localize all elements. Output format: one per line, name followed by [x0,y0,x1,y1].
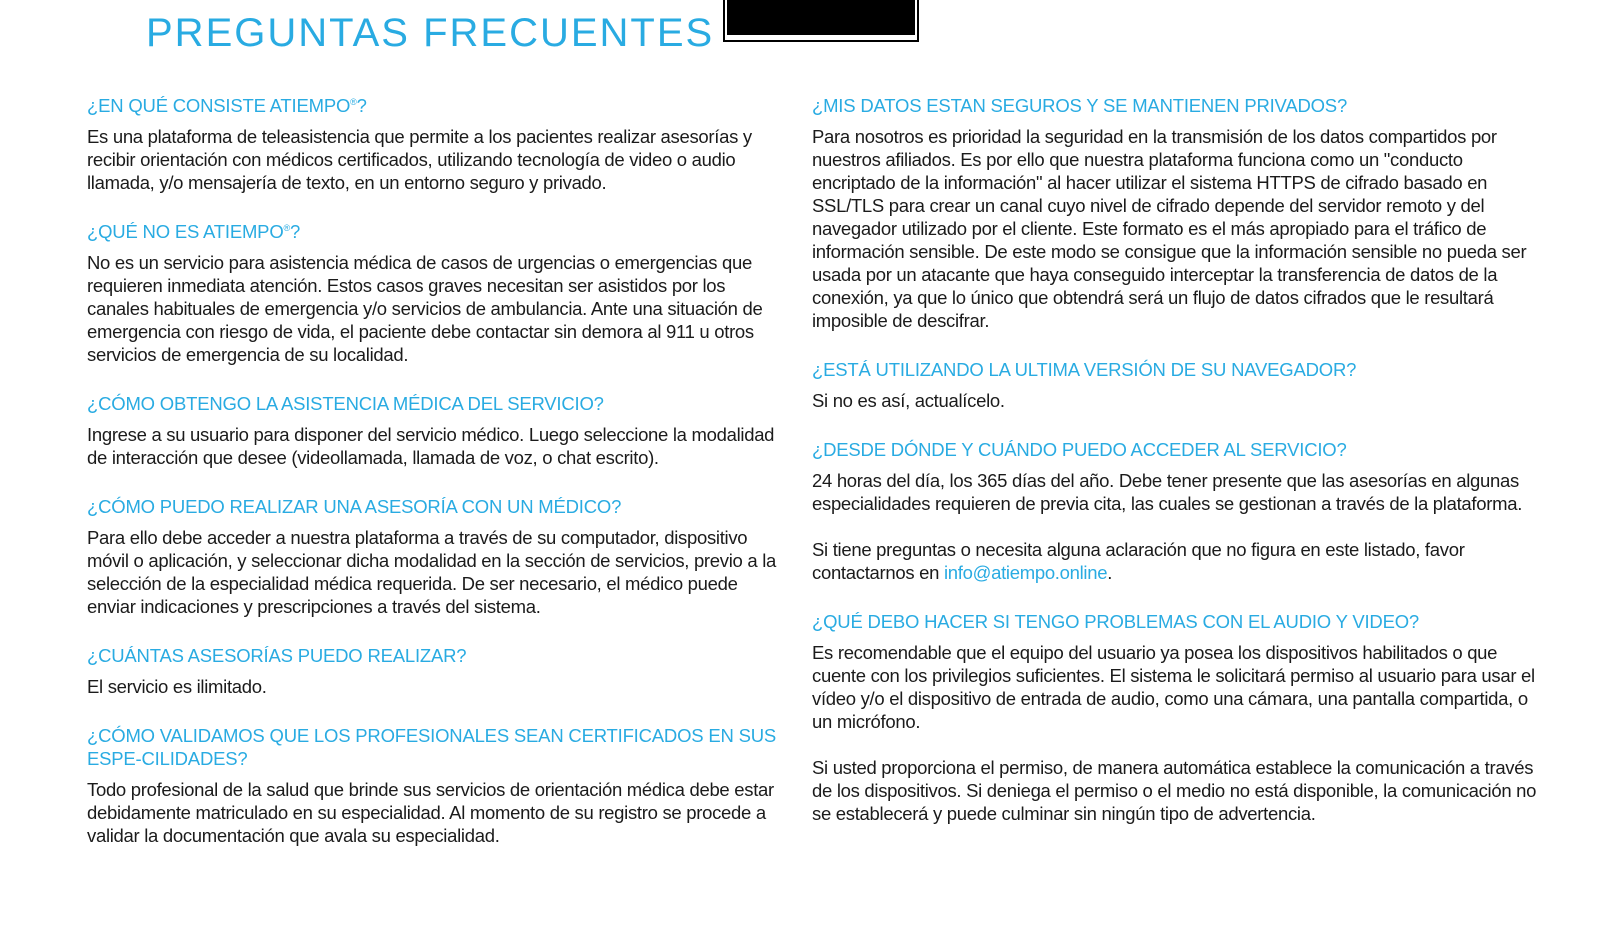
faq-item-cuantas-asesorias [87,644,787,698]
faq-item-como-obtengo-asistencia [87,392,787,469]
faq-column-right [812,94,1542,873]
faq-answer: Para nosotros es prioridad la seguridad en la transmisión de los datos compartidos por nuestros afiliados. Es por ello que nuestra plataforma funciona como un "conducto encriptado de la información" al hacer utilizar el sistema HTTPS de cifrado basado en SSL/TLS para crear un canal cuyo nivel de cifrado depende del servidor remoto y del navegador utilizado por el cliente. Este formato es el más apropiado para el tráfico de información sensible. De este modo se consigue que la información sensible no pueda ser usada por un atacante que haya conseguido interceptar la transferencia de datos de la conexión, ya que lo único que obtendrá será un flujo de datos cifrados que le resultará imposible de descifrar. [812,126,1527,331]
faq-item-datos-seguros [812,94,1542,332]
registered-mark: ® [283,222,290,233]
faq-question: ¿DESDE DÓNDE Y CUÁNDO PUEDO ACCEDER AL SERVICIO? [812,439,1347,460]
faq-answer: Todo profesional de la salud que brinde sus servicios de orientación médica debe estar debidamente matriculado en su especialidad. Al momento de su registro se procede a validar la documentación que avala su especialidad. [87,779,774,846]
faq-answer: Es recomendable que el equipo del usuario ya posea los dispositivos habilitados o que cuente con los privilegios suficientes. El sistema le solicitará permiso al usuario para usar el vídeo y/o el dispositivo de entrada de audio, como una cámara, una pantalla compartida, o un micrófono. [812,642,1535,732]
faq-item-version-navegador [812,358,1542,412]
redacted-logo-box [723,0,919,42]
page-title: PREGUNTAS FRECUENTES [146,11,715,55]
faq-question: ¿QUÉ DEBO HACER SI TENGO PROBLEMAS CON EL AUDIO Y VIDEO? [812,611,1419,632]
faq-item-en-que-consiste [87,94,787,194]
faq-item-acceso-servicio [812,438,1542,584]
faq-question [87,94,787,117]
faq-question: ¿ESTÁ UTILIZANDO LA ULTIMA VERSIÓN DE SU NAVEGADOR? [812,359,1357,380]
faq-question: ¿CÓMO OBTENGO LA ASISTENCIA MÉDICA DEL SERVICIO? [87,393,604,414]
email-link[interactable]: info@atiempo.online [943,562,1108,583]
faq-answer: Si usted proporciona el permiso, de manera automática establece la comunicación a través de los dispositivos. Si deniega el permiso o el medio no está disponible, la comunicación no se establecerá y puede culminar sin ningún tipo de advertencia. [812,757,1537,824]
faq-item-que-no-es [87,220,787,366]
question-mark: ? [289,221,301,242]
faq-answer: 24 horas del día, los 365 días del año. Debe tener presente que las asesorías en algunas especialidades requieren de previa cita, las cuales se gestionan a través de la plataforma. [812,470,1523,514]
contact-text: Si tiene preguntas o necesita alguna aclaración que no figura en este listado, favor contactarnos en [812,539,1465,583]
faq-column-left [87,94,787,873]
question-mark: ? [356,95,367,116]
faq-answer: El servicio es ilimitado. [87,676,267,697]
faq-content [87,94,1542,873]
faq-question: ¿CUÁNTAS ASESORÍAS PUEDO REALIZAR? [87,645,467,666]
contact-note [812,538,1542,584]
faq-answer: Ingrese a su usuario para disponer del servicio médico. Luego seleccione la modalidad de interacción que desee (videollamada, llamada de voz, o chat escrito). [87,424,775,468]
faq-item-problemas-audio-video [812,610,1542,825]
registered-mark: ® [350,96,357,107]
faq-answer: Si no es así, actualícelo. [812,390,1005,411]
faq-item-validacion-profesionales [87,724,787,847]
faq-answer: Es una plataforma de teleasistencia que permite a los pacientes realizar asesorías y recibir orientación con médicos certificados, utilizando tecnología de video o audio llamada, y/o mensajería de texto, en un entorno seguro y privado. [87,126,752,193]
contact-text-suffix: . [1107,562,1113,583]
faq-item-realizar-asesoria [87,495,787,618]
question-text: ¿QUÉ NO ES ATIEMPO [87,221,284,242]
faq-question: ¿CÓMO PUEDO REALIZAR UNA ASESORÍA CON UN MÉDICO? [87,496,622,517]
redacted-logo-fill [727,0,915,35]
question-text: ¿EN QUÉ CONSISTE ATIEMPO [87,95,351,116]
faq-answer: Para ello debe acceder a nuestra plataforma a través de su computador, dispositivo móvil o aplicación, y seleccionar dicha modalidad en la sección de servicios, previo a la selección de la especialidad médica requerida. De ser necesario, el médico puede enviar indicaciones y prescripciones a través del sistema. [87,527,777,617]
faq-question: ¿MIS DATOS ESTAN SEGUROS Y SE MANTIENEN PRIVADOS? [812,95,1348,116]
faq-question: ¿CÓMO VALIDAMOS QUE LOS PROFESIONALES SEAN CERTIFICADOS EN SUS ESPE-CILIDADES? [87,725,777,769]
faq-answer: No es un servicio para asistencia médica de casos de urgencias o emergencias que requieren inmediata atención. Estos casos graves necesitan ser asistidos por los canales habituales de emergencia y/o servicios de ambulancia. Ante una situación de emergencia con riesgo de vida, el paciente debe contactar sin demora al 911 u otros servicios de emergencia de su localidad. [87,252,763,365]
faq-question [87,220,787,243]
